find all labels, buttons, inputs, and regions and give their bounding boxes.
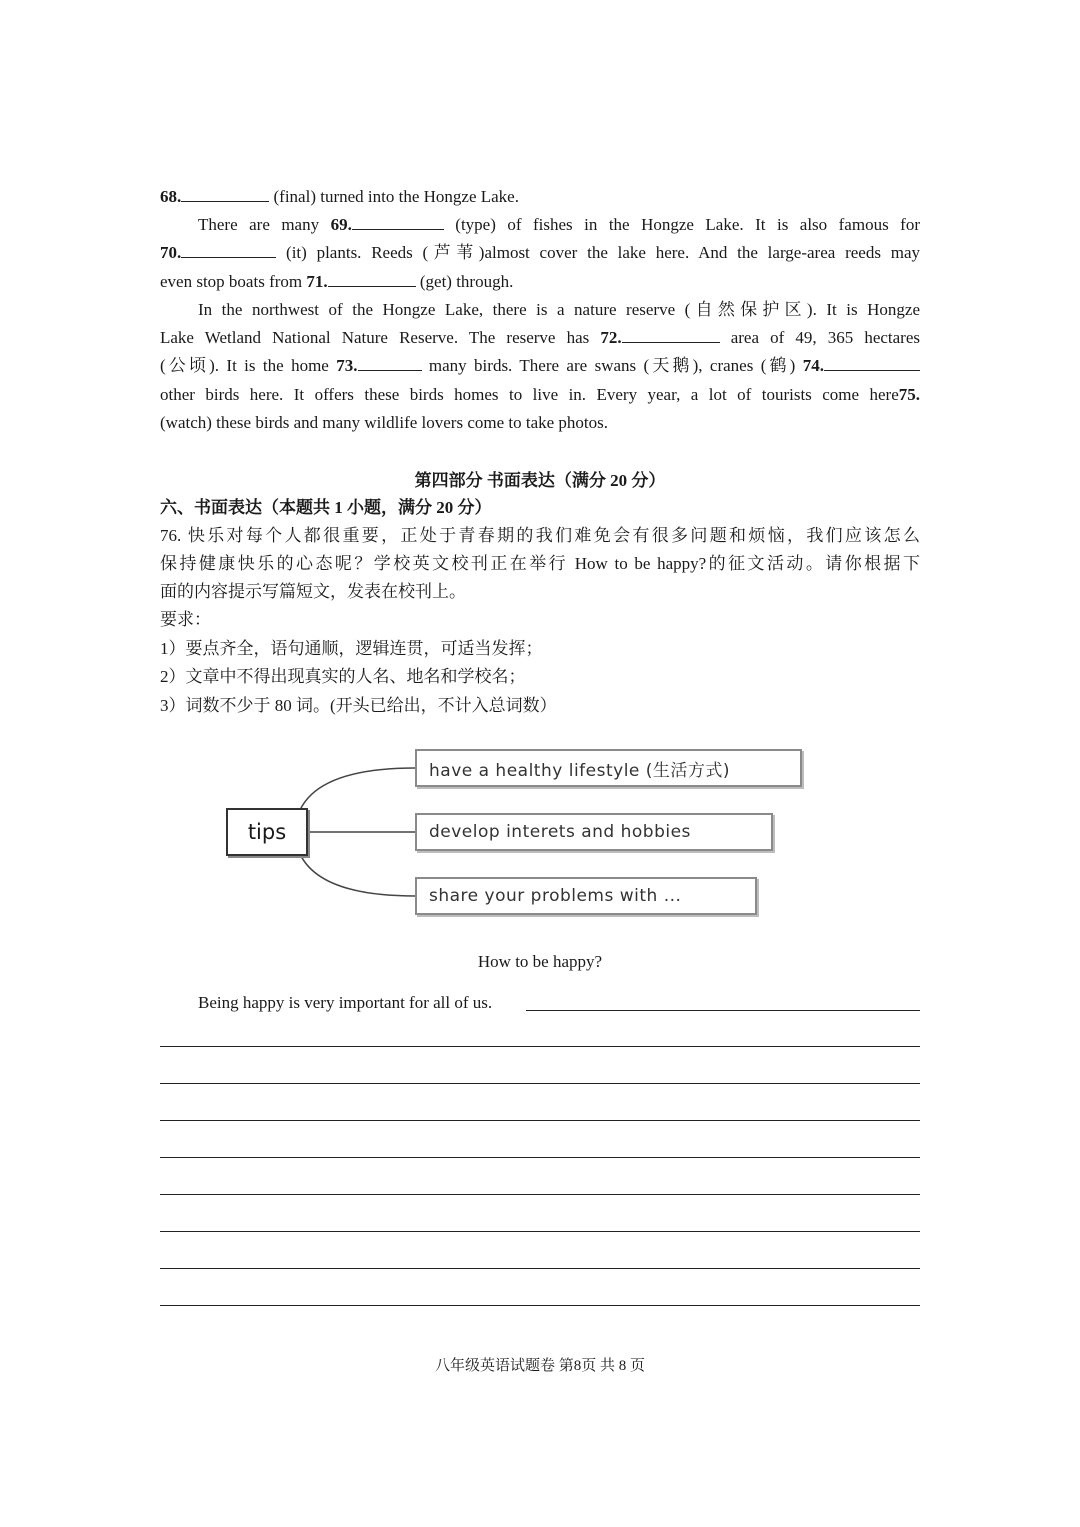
prompt-line-3: 面的内容提示写篇短文，发表在校刊上。 bbox=[160, 582, 466, 601]
mindmap-branch-lifestyle: have a healthy lifestyle (生活方式) bbox=[415, 749, 802, 787]
passage-line-75: other birds here. It offers these birds homes to live in. Every year, a lot of tourists come here75. bbox=[160, 385, 920, 404]
page-footer: 八年级英语试题卷 第8页 共 8 页 bbox=[434, 1358, 645, 1374]
writing-line-5[interactable] bbox=[160, 1194, 920, 1195]
passage-line-reserve: In the northwest of the Hongze Lake, there is a nature reserve (自然保护区). It is Hongze bbox=[198, 300, 920, 319]
requirement-1: 1）要点齐全，语句通顺，逻辑连贯，可适当发挥； bbox=[160, 639, 543, 658]
mindmap-branch-share: share your problems with ... bbox=[415, 877, 757, 915]
requirement-3: 3）词数不少于 80 词。(开头已给出，不计入总词数） bbox=[160, 696, 557, 715]
essay-opening: Being happy is very important for all of us. bbox=[198, 993, 493, 1012]
writing-line-1[interactable] bbox=[160, 1046, 920, 1047]
passage-line-72: Lake Wetland National Nature Reserve. The reserve has 72. area of 49, 365 hectares bbox=[160, 324, 920, 352]
essay-title: How to be happy? bbox=[477, 952, 603, 971]
requirement-2: 2）文章中不得出现真实的人名、地名和学校名； bbox=[160, 667, 526, 686]
passage-line-70: 70. (it) plants. Reeds (芦苇)almost cover the lake here. And the large-area reeds may bbox=[160, 239, 920, 267]
section-title: 第四部分 书面表达（满分 20 分） bbox=[414, 471, 666, 490]
passage-line-68: 68. (final) turned into the Hongze Lake. bbox=[160, 183, 920, 211]
prompt-line-2: 保持健康快乐的心态呢？学校英文校刊正在举行 How to be happy?的征文活动。请你根据下 bbox=[160, 554, 920, 573]
mindmap-branch-hobbies: develop interets and hobbies bbox=[415, 813, 773, 851]
prompt-line-1: 76. 快乐对每个人都很重要，正处于青春期的我们难免会有很多问题和烦恼，我们应该怎么 bbox=[160, 526, 920, 545]
passage-line-69: There are many 69. (type) of fishes in the Hongze Lake. It is also famous for bbox=[198, 211, 920, 239]
passage-line-71: even stop boats from 71. (get) through. bbox=[160, 268, 920, 296]
sub-title: 六、书面表达（本题共 1 小题，满分 20 分） bbox=[160, 498, 492, 517]
mindmap-center-tips: tips bbox=[226, 808, 308, 856]
passage-line-73: (公顷). It is the home 73. many birds. There are swans (天鹅), cranes (鹤) 74. bbox=[160, 352, 920, 380]
requirements-label: 要求： bbox=[160, 610, 211, 629]
writing-line-4[interactable] bbox=[160, 1157, 920, 1158]
writing-line-3[interactable] bbox=[160, 1120, 920, 1121]
writing-line-2[interactable] bbox=[160, 1083, 920, 1084]
writing-line-6[interactable] bbox=[160, 1231, 920, 1232]
writing-line-7[interactable] bbox=[160, 1268, 920, 1269]
passage-line-watch: (watch) these birds and many wildlife lovers come to take photos. bbox=[160, 413, 609, 432]
writing-line-0[interactable] bbox=[526, 1010, 920, 1011]
writing-line-8[interactable] bbox=[160, 1305, 920, 1306]
